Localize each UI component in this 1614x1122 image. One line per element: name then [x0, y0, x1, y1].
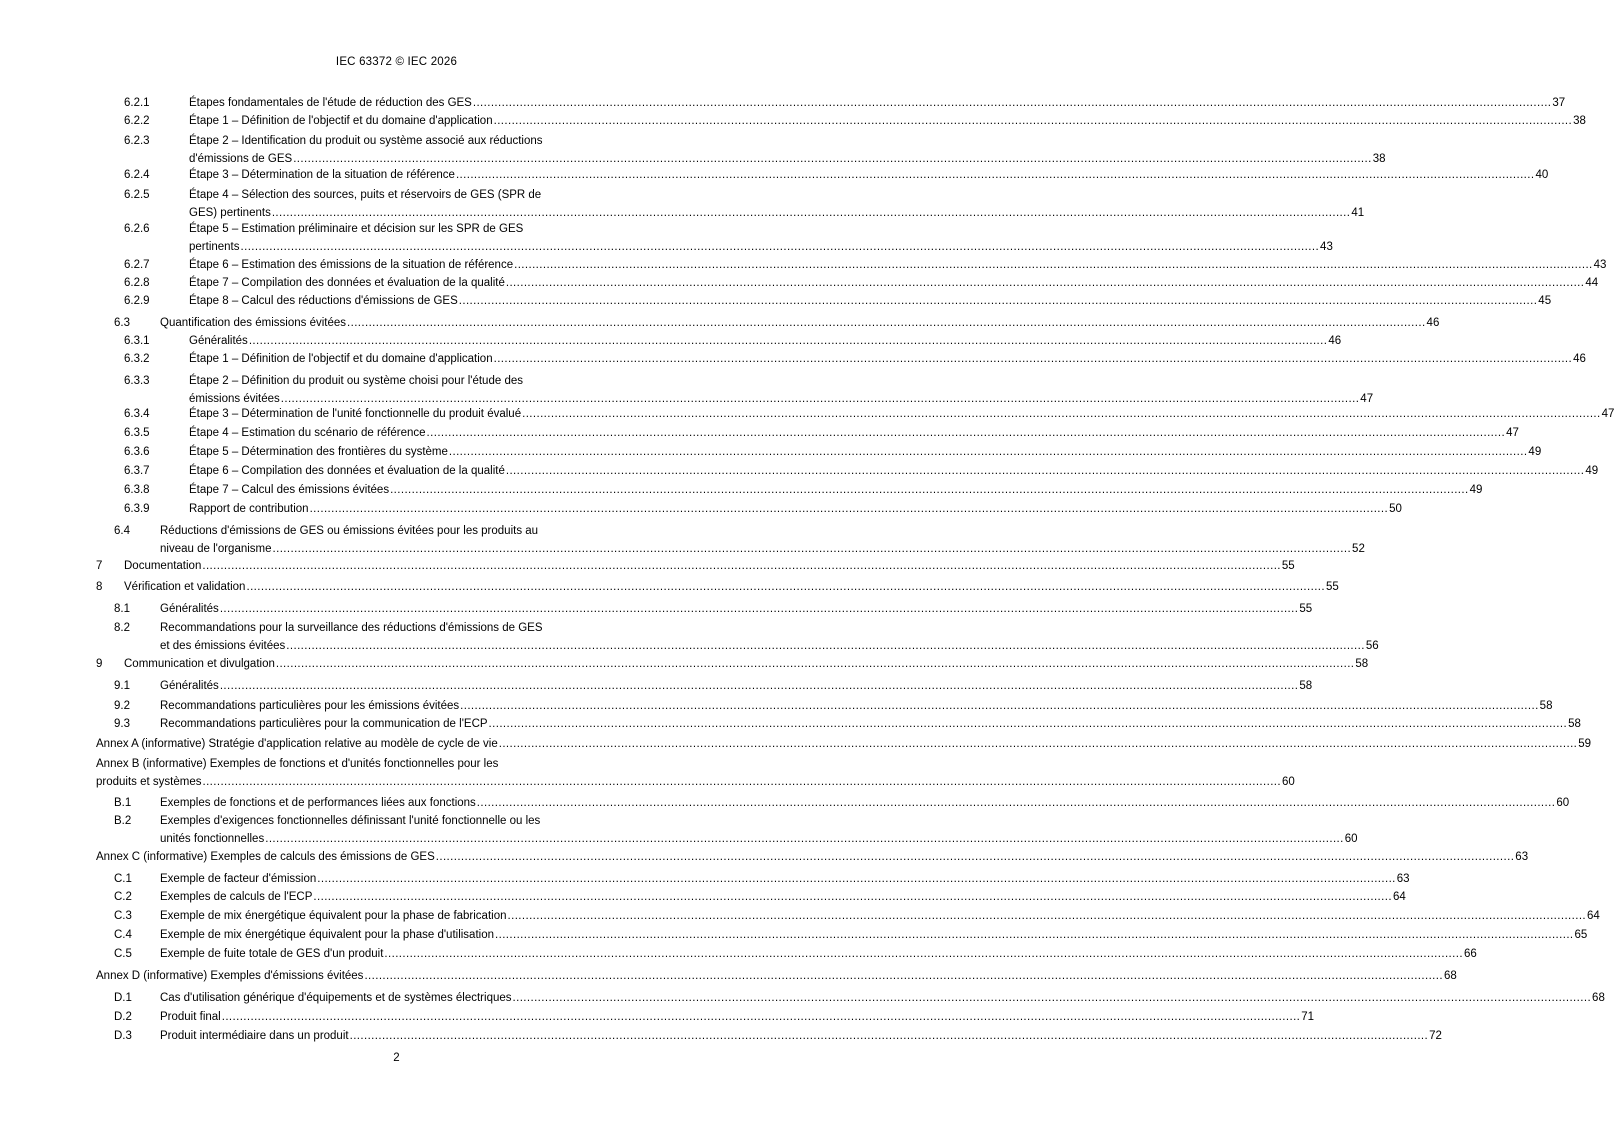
- toc-entry-page: 71: [1301, 1011, 1315, 1023]
- toc-entry-number: 9.3: [114, 718, 130, 730]
- toc-entry[interactable]: [96, 968, 1457, 986]
- toc-entry-title: Exemple de facteur d'émission: [160, 873, 317, 885]
- toc-entry[interactable]: [114, 523, 1365, 558]
- toc-entry-page: 60: [1556, 797, 1570, 809]
- toc-entry-page: 64: [1587, 910, 1600, 922]
- toc-entry-number: 6.3.5: [124, 427, 150, 439]
- toc-entry[interactable]: [114, 716, 1581, 734]
- toc-entry[interactable]: [124, 133, 1386, 168]
- toc-entry-title-line: Étape 4 – Sélection des sources, puits et réservoirs de GES (SPR de: [189, 189, 542, 201]
- toc-entry[interactable]: [124, 187, 1365, 222]
- toc-entry[interactable]: [96, 558, 1295, 576]
- toc-entry-title: Exemple de mix énergétique équivalent pour la phase d'utilisation: [160, 929, 494, 941]
- toc-entry[interactable]: [114, 889, 1406, 907]
- toc-entry-title-line: Étape 2 – Définition du produit ou système choisi pour l'étude des: [189, 375, 523, 387]
- toc-entry-page: 58: [1568, 718, 1581, 730]
- toc-entry-page: 49: [1528, 446, 1542, 458]
- toc-entry-title: Étape 7 – Calcul des émissions évitées: [189, 484, 390, 496]
- toc-entry-title: Étape 1 – Définition de l'objectif et du domaine d'application: [189, 115, 493, 127]
- toc-entry-title: Étape 3 – Détermination de l'unité fonctionnelle du produit évalué: [189, 408, 522, 420]
- toc-entry-title: Produit final: [160, 1011, 221, 1023]
- toc-entry-number: 6.3.8: [124, 484, 150, 496]
- toc-entry-number: 6.3.4: [124, 408, 150, 420]
- toc-leader-dots: ............................................................................................................................................................................................................................................................................................................: [293, 152, 1372, 165]
- toc-entry-number: C.5: [114, 948, 132, 960]
- toc-entry-title: Rapport de contribution: [189, 503, 309, 515]
- toc-entry-page: 38: [1372, 152, 1386, 165]
- toc-entry-number: C.3: [114, 910, 132, 922]
- toc-entry[interactable]: [114, 620, 1379, 655]
- page-header: IEC 63372 © IEC 2026: [335, 56, 458, 68]
- toc-entry[interactable]: [114, 990, 1605, 1008]
- toc-leader-dots: ............................................................................................................................................................................................................................................................................................................: [364, 970, 1443, 982]
- toc-entry[interactable]: [124, 463, 1599, 481]
- toc-entry-number: 6.3: [114, 317, 130, 329]
- toc-entry-number: 6.3.9: [124, 503, 150, 515]
- toc-entry-title: Exemples de fonctions et de performances liées aux fonctions: [160, 797, 476, 809]
- toc-entry-number: 6.2.5: [124, 189, 150, 201]
- toc-entry-title: Étape 1 – Définition de l'objectif et du domaine d'application: [189, 353, 493, 365]
- toc-entry-title: Généralités: [189, 335, 248, 347]
- toc-entry-page: 50: [1389, 503, 1402, 515]
- toc-entry-number: C.1: [114, 873, 132, 885]
- toc-entry-title: Communication et divulgation: [124, 658, 275, 670]
- toc-entry-number: D.3: [114, 1030, 132, 1042]
- toc-entry-number: 6.3.6: [124, 446, 150, 458]
- toc-leader-dots: ............................................................................................................................................................................................................................................................................................................: [426, 427, 1506, 439]
- toc-leader-dots: ............................................................................................................................................................................................................................................................................................................: [246, 581, 1325, 593]
- toc-leader-dots: ............................................................................................................................................................................................................................................................................................................: [265, 832, 1344, 845]
- toc-leader-dots: ............................................................................................................................................................................................................................................................................................................: [384, 948, 1463, 960]
- toc-entry[interactable]: [124, 373, 1374, 408]
- toc-entry-title: émissions évitées: [189, 392, 280, 405]
- toc-entry[interactable]: [96, 756, 1295, 791]
- toc-entry-number: 6.2.1: [124, 97, 150, 109]
- toc-leader-dots: ............................................................................................................................................................................................................................................................................................................: [248, 335, 1328, 347]
- toc-entry[interactable]: [96, 579, 1339, 597]
- toc-entry-page: 40: [1535, 169, 1549, 181]
- toc-entry-number: 7: [96, 560, 103, 572]
- toc-entry-page: 55: [1281, 560, 1295, 572]
- toc-entry[interactable]: [124, 351, 1586, 369]
- toc-entry-page: 47: [1601, 408, 1614, 420]
- toc-entry-number: D.1: [114, 992, 132, 1004]
- toc-entry-title: Étape 4 – Estimation du scénario de référence: [189, 427, 426, 439]
- toc-entry-page: 47: [1360, 392, 1374, 405]
- toc-entry-number: 9.2: [114, 700, 130, 712]
- toc-entry-number: 6.3.3: [124, 375, 150, 387]
- toc-entry-title-line: Étape 2 – Identification du produit ou système associé aux réductions: [189, 135, 543, 147]
- toc-entry-page: 38: [1573, 115, 1586, 127]
- toc-entry-page: 55: [1326, 581, 1339, 593]
- toc-entry[interactable]: [114, 908, 1600, 926]
- toc-entry-number: C.2: [114, 891, 132, 903]
- toc-entry-title: Généralités: [160, 603, 219, 615]
- toc-entry-page: 37: [1552, 97, 1566, 109]
- toc-entry[interactable]: [114, 946, 1477, 964]
- toc-entry-number: 6.2.6: [124, 223, 150, 235]
- toc-entry-page: 68: [1592, 992, 1605, 1004]
- toc-entry[interactable]: [124, 221, 1333, 256]
- toc-entry-title: Étape 3 – Détermination de la situation de référence: [189, 169, 455, 181]
- toc-leader-dots: ............................................................................................................................................................................................................................................................................................................: [280, 392, 1360, 405]
- toc-entry-title: Recommandations particulières pour la communication de l'ECP: [160, 718, 488, 730]
- toc-leader-dots: ............................................................................................................................................................................................................................................................................................................: [219, 603, 1299, 615]
- toc-entry-page: 56: [1365, 639, 1379, 652]
- toc-leader-dots: ............................................................................................................................................................................................................................................................................................................: [505, 465, 1585, 477]
- toc-entry[interactable]: [124, 293, 1552, 311]
- toc-entry-title-line: Réductions d'émissions de GES ou émissions évitées pour les produits au: [160, 525, 539, 537]
- toc-entry-page: 46: [1426, 317, 1440, 329]
- toc-entry-page: 59: [1578, 738, 1592, 750]
- toc-entry[interactable]: [114, 315, 1440, 333]
- toc-entry-number: 6.2.9: [124, 295, 150, 307]
- toc-entry-page: 58: [1539, 700, 1553, 712]
- toc-entry-number: 6.2.3: [124, 135, 150, 147]
- toc-entry[interactable]: [124, 257, 1607, 275]
- toc-entry[interactable]: [114, 601, 1313, 619]
- toc-entry-title: Vérification et validation: [124, 581, 246, 593]
- toc-entry-page: 63: [1515, 851, 1529, 863]
- toc-entry-number: 9: [96, 658, 103, 670]
- toc-entry-title: et des émissions évitées: [160, 639, 286, 652]
- toc-leader-dots: ............................................................................................................................................................................................................................................................................................................: [272, 542, 1352, 555]
- toc-entry-page: 60: [1282, 775, 1295, 788]
- toc-leader-dots: ............................................................................................................................................................................................................................................................................................................: [472, 97, 1552, 109]
- toc-entry[interactable]: [124, 275, 1599, 293]
- toc-entry-title: Produit intermédiaire dans un produit: [160, 1030, 349, 1042]
- toc-entry-title: Étape 5 – Détermination des frontières du système: [189, 446, 448, 458]
- toc-entry-title: Quantification des émissions évitées: [160, 317, 347, 329]
- toc-leader-dots: ............................................................................................................................................................................................................................................................................................................: [476, 797, 1556, 809]
- toc-entry-title-line: Exemples d'exigences fonctionnelles définissant l'unité fonctionnelle ou les: [160, 815, 541, 827]
- toc-leader-dots: ............................................................................................................................................................................................................................................................................................................: [505, 277, 1585, 289]
- toc-entry[interactable]: [124, 444, 1542, 462]
- toc-entry-number: 6.2.8: [124, 277, 150, 289]
- toc-leader-dots: ............................................................................................................................................................................................................................................................................................................: [202, 775, 1281, 788]
- toc-entry-title: Étape 8 – Calcul des réductions d'émissions de GES: [189, 295, 458, 307]
- toc-entry-title: Exemple de fuite totale de GES d'un produit: [160, 948, 384, 960]
- toc-entry-number: 6.3.7: [124, 465, 150, 477]
- toc-leader-dots: ............................................................................................................................................................................................................................................................................................................: [240, 240, 1320, 253]
- toc-entry-title: Étape 7 – Compilation des données et évaluation de la qualité: [189, 277, 505, 289]
- toc-entry-title: pertinents: [189, 240, 240, 253]
- toc-entry-page: 65: [1574, 929, 1588, 941]
- toc-entry[interactable]: [114, 813, 1358, 848]
- toc-leader-dots: ............................................................................................................................................................................................................................................................................................................: [455, 169, 1535, 181]
- toc-entry-page: 60: [1344, 832, 1358, 845]
- toc-entry-page: 72: [1429, 1030, 1442, 1042]
- toc-entry-page: 43: [1593, 259, 1607, 271]
- toc-entry-number: C.4: [114, 929, 132, 941]
- toc-leader-dots: ............................................................................................................................................................................................................................................................................................................: [435, 851, 1515, 863]
- toc-entry-page: 44: [1585, 277, 1599, 289]
- toc-entry-page: 46: [1573, 353, 1586, 365]
- page-number: 2: [393, 1052, 400, 1064]
- toc-entry-number: B.1: [114, 797, 132, 809]
- toc-leader-dots: ............................................................................................................................................................................................................................................................................................................: [313, 891, 1392, 903]
- toc-leader-dots: ............................................................................................................................................................................................................................................................................................................: [460, 700, 1539, 712]
- toc-entry-page: 66: [1463, 948, 1477, 960]
- toc-entry-number: 6.2.2: [124, 115, 150, 127]
- toc-entry-page: 45: [1538, 295, 1552, 307]
- toc-entry-number: B.2: [114, 815, 132, 827]
- toc-entry-title-line: Recommandations pour la surveillance des réductions d'émissions de GES: [160, 622, 543, 634]
- toc-leader-dots: ............................................................................................................................................................................................................................................................................................................: [514, 259, 1593, 271]
- toc-entry[interactable]: [114, 678, 1313, 696]
- toc-leader-dots: ............................................................................................................................................................................................................................................................................................................: [448, 446, 1528, 458]
- toc-leader-dots: ............................................................................................................................................................................................................................................................................................................: [202, 560, 1281, 572]
- toc-leader-dots: ............................................................................................................................................................................................................................................................................................................: [347, 317, 1426, 329]
- toc-entry-page: 47: [1506, 427, 1519, 439]
- toc-entry-page: 52: [1352, 542, 1365, 555]
- toc-entry-number: 6.2.7: [124, 259, 150, 271]
- toc-entry-title-line: Étape 5 – Estimation préliminaire et décision sur les SPR de GES: [189, 223, 524, 235]
- toc-entry[interactable]: [114, 927, 1588, 945]
- toc-entry-page: 64: [1392, 891, 1406, 903]
- toc-leader-dots: ............................................................................................................................................................................................................................................................................................................: [271, 206, 1351, 219]
- toc-entry-title: Documentation: [124, 560, 202, 572]
- toc-leader-dots: ............................................................................................................................................................................................................................................................................................................: [286, 639, 1365, 652]
- toc-leader-dots: ............................................................................................................................................................................................................................................................................................................: [349, 1030, 1429, 1042]
- toc-entry-title: d'émissions de GES: [189, 152, 293, 165]
- toc-entry-page: 58: [1299, 680, 1313, 692]
- toc-entry-title: Exemples de calculs de l'ECP: [160, 891, 313, 903]
- toc-entry[interactable]: [96, 849, 1529, 867]
- toc-leader-dots: ............................................................................................................................................................................................................................................................................................................: [390, 484, 1469, 496]
- toc-leader-dots: ............................................................................................................................................................................................................................................................................................................: [493, 353, 1573, 365]
- toc-entry-page: 46: [1328, 335, 1342, 347]
- toc-entry-page: 41: [1351, 206, 1365, 219]
- toc-entry-title: niveau de l'organisme: [160, 542, 272, 555]
- toc-entry-number: 8.2: [114, 622, 130, 634]
- toc-leader-dots: ............................................................................................................................................................................................................................................................................................................: [219, 680, 1299, 692]
- toc-entry-page: 43: [1320, 240, 1333, 253]
- toc-entry-title: Annex C (informative) Exemples de calculs des émissions de GES: [96, 851, 435, 863]
- toc-entry-number: 8.1: [114, 603, 130, 615]
- toc-entry[interactable]: [114, 1028, 1442, 1046]
- toc-entry-number: 9.1: [114, 680, 130, 692]
- toc-entry-number: D.2: [114, 1011, 132, 1023]
- toc-entry[interactable]: [96, 656, 1369, 674]
- toc-leader-dots: ............................................................................................................................................................................................................................................................................................................: [488, 718, 1568, 730]
- toc-entry-title-line: Annex B (informative) Exemples de fonctions et d'unités fonctionnelles pour les: [96, 758, 499, 770]
- toc-entry-title: unités fonctionnelles: [160, 832, 265, 845]
- toc-entry[interactable]: [114, 871, 1410, 889]
- toc-leader-dots: ............................................................................................................................................................................................................................................................................................................: [512, 992, 1592, 1004]
- toc-entry-title: Étape 6 – Estimation des émissions de la situation de référence: [189, 259, 514, 271]
- toc-leader-dots: ............................................................................................................................................................................................................................................................................................................: [275, 658, 1355, 670]
- toc-entry-title: Généralités: [160, 680, 219, 692]
- toc-entry[interactable]: [124, 501, 1402, 519]
- toc-entry-title: Étape 6 – Compilation des données et évaluation de la qualité: [189, 465, 505, 477]
- toc-leader-dots: ............................................................................................................................................................................................................................................................................................................: [498, 738, 1578, 750]
- toc-leader-dots: ............................................................................................................................................................................................................................................................................................................: [317, 873, 1396, 885]
- toc-entry[interactable]: [124, 482, 1483, 500]
- toc-entry-number: 6.4: [114, 525, 130, 537]
- toc-leader-dots: ............................................................................................................................................................................................................................................................................................................: [507, 910, 1587, 922]
- toc-entry-title: GES) pertinents: [189, 206, 271, 219]
- toc-entry-number: 6.2.4: [124, 169, 150, 181]
- toc-entry-page: 63: [1396, 873, 1410, 885]
- toc-entry-page: 49: [1585, 465, 1599, 477]
- toc-entry[interactable]: [124, 113, 1586, 131]
- toc-leader-dots: ............................................................................................................................................................................................................................................................................................................: [221, 1011, 1301, 1023]
- toc-entry-number: 6.3.2: [124, 353, 150, 365]
- toc-entry-page: 49: [1469, 484, 1483, 496]
- toc-entry-page: 58: [1355, 658, 1369, 670]
- toc-entry-title: produits et systèmes: [96, 775, 202, 788]
- toc-entry[interactable]: [124, 406, 1614, 424]
- toc-entry[interactable]: [114, 795, 1570, 813]
- toc-entry[interactable]: [124, 333, 1342, 351]
- toc-entry[interactable]: [114, 1009, 1315, 1027]
- toc-entry[interactable]: [124, 95, 1566, 113]
- toc-entry[interactable]: [124, 425, 1519, 443]
- toc-entry-page: 55: [1299, 603, 1313, 615]
- toc-leader-dots: ............................................................................................................................................................................................................................................................................................................: [493, 115, 1573, 127]
- toc-leader-dots: ............................................................................................................................................................................................................................................................................................................: [495, 929, 1574, 941]
- toc-entry[interactable]: [96, 736, 1592, 754]
- toc-entry-title: Annex D (informative) Exemples d'émissions évitées: [96, 970, 364, 982]
- toc-entry-title: Cas d'utilisation générique d'équipements et de systèmes électriques: [160, 992, 512, 1004]
- toc-entry-page: 68: [1443, 970, 1457, 982]
- toc-entry-title: Annex A (informative) Stratégie d'application relative au modèle de cycle de vie: [96, 738, 498, 750]
- toc-entry[interactable]: [124, 167, 1549, 185]
- toc-leader-dots: ............................................................................................................................................................................................................................................................................................................: [522, 408, 1601, 420]
- toc-entry[interactable]: [114, 698, 1553, 716]
- toc-entry-title: Étapes fondamentales de l'étude de réduction des GES: [189, 97, 472, 109]
- toc-entry-number: 8: [96, 581, 103, 593]
- toc-entry-title: Recommandations particulières pour les émissions évitées: [160, 700, 460, 712]
- toc-leader-dots: ............................................................................................................................................................................................................................................................................................................: [309, 503, 1389, 515]
- toc-entry-title: Exemple de mix énergétique équivalent pour la phase de fabrication: [160, 910, 507, 922]
- toc-entry-number: 6.3.1: [124, 335, 150, 347]
- toc-leader-dots: ............................................................................................................................................................................................................................................................................................................: [458, 295, 1538, 307]
